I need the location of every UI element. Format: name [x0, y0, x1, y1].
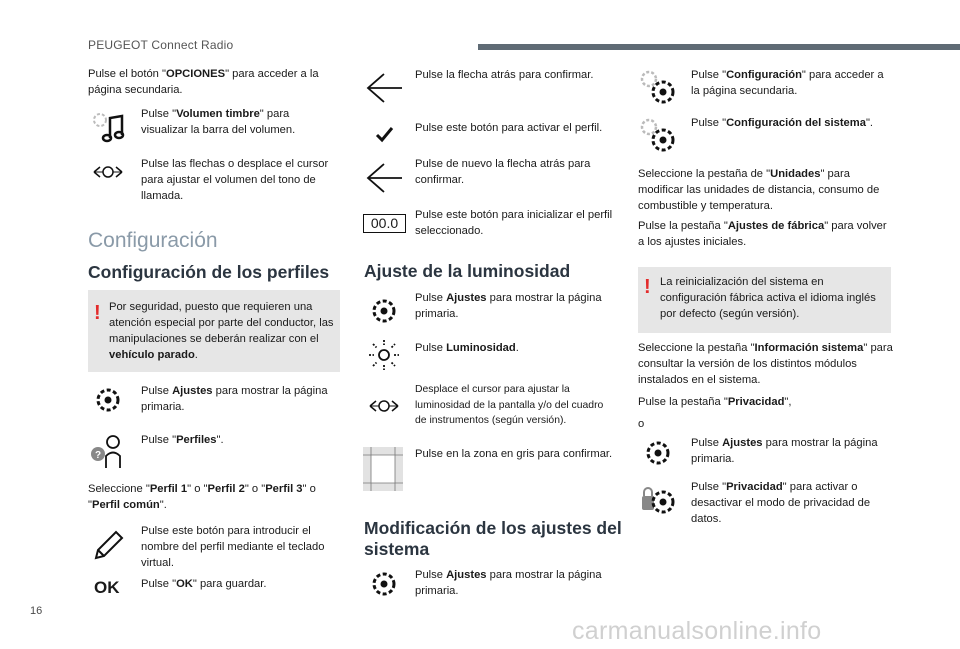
- brightness-icon: [364, 335, 404, 375]
- brightness-slider-text: Desplace el cursor para ajustar la luminosidad de la pantalla y/o del cuadro de instrumentos (según versión).: [415, 384, 604, 426]
- brightness-item-text: Pulse Luminosidad.: [415, 342, 519, 354]
- select-profile-paragraph: Seleccione "Perfil 1" o "Perfil 2" o "Perfil 3" o "Perfil común".: [88, 483, 316, 511]
- double-gear-icon: [638, 68, 678, 108]
- privacy-item-text: Pulse "Privacidad" para activar o desactivar el modo de privacidad de datos.: [691, 481, 871, 525]
- manual-header-title: PEUGEOT Connect Radio: [88, 38, 234, 52]
- factory-paragraph: Pulse la pestaña "Ajustes de fábrica" para volver a los ajustes iniciales.: [638, 220, 887, 248]
- privacy-lock-icon: [638, 480, 678, 520]
- profiles-item-text: Pulse "Perfiles".: [141, 434, 224, 446]
- units-paragraph: Seleccione la pestaña de "Unidades" para modificar las unidades de distancia, consumo de combustible y temperatura.: [638, 168, 880, 212]
- system-info-paragraph: Seleccione la pestaña "Información sistema" para consultar la versión de los distintos módulos instalados en el sistema.: [638, 342, 893, 386]
- back-arrow-icon: [364, 158, 404, 198]
- settings-gear-icon: [364, 564, 404, 604]
- settings-item-text: Pulse Ajustes para mostrar la página primaria.: [691, 437, 878, 465]
- pencil-icon: [88, 524, 128, 564]
- options-paragraph: Pulse el botón "OPCIONES" para acceder a la página secundaria.: [88, 68, 319, 96]
- edit-name-item-text: Pulse este botón para introducir el nombre del perfil mediante el teclado virtual.: [141, 525, 325, 569]
- warning-icon: !: [94, 302, 101, 324]
- ok-icon: OK: [94, 578, 120, 597]
- header-bar: [478, 44, 960, 50]
- ok-item-text: Pulse "OK" para guardar.: [141, 578, 267, 590]
- reset-profile-text: Pulse este botón para inicializar el perfil seleccionado.: [415, 209, 613, 237]
- watermark: carmanualsonline.info: [572, 617, 822, 645]
- safety-warning-text: Por seguridad, puesto que requieren una atención especial por parte del conductor, las manipulaciones se deberán realizar con el vehículo parado.: [109, 301, 334, 361]
- profiles-heading: Configuración de los perfiles: [88, 262, 330, 282]
- profile-person-icon: [88, 432, 128, 472]
- privacy-paragraph: Pulse la pestaña "Privacidad",: [638, 396, 792, 408]
- double-gear-icon: [638, 116, 678, 156]
- system-settings-heading: Modificación de los ajustes del sistema: [364, 518, 622, 559]
- safety-warning-box: [88, 290, 340, 372]
- settings-item-text: Pulse Ajustes para mostrar la página primaria.: [141, 385, 328, 413]
- factory-warning-text: La reinicialización del sistema en configuración fábrica activa el idioma inglés por defecto (según versión).: [660, 276, 876, 320]
- back-confirm-text: Pulse la flecha atrás para confirmar.: [415, 69, 594, 81]
- checkmark-icon: [364, 114, 404, 154]
- back-arrow-icon: [364, 68, 404, 108]
- configuration-item-text: Pulse "Configuración" para acceder a la página secundaria.: [691, 69, 884, 97]
- factory-warning-box: [638, 267, 891, 333]
- grey-zone-icon: [363, 447, 403, 491]
- brightness-heading: Ajuste de la luminosidad: [364, 261, 571, 281]
- or-text: o: [638, 418, 645, 430]
- settings-gear-icon: [88, 380, 128, 420]
- volume-item-text: Pulse "Volumen timbre" para visualizar la barra del volumen.: [141, 108, 296, 136]
- section-title: Configuración: [88, 229, 218, 252]
- system-config-item-text: Pulse "Configuración del sistema".: [691, 117, 874, 129]
- activate-profile-text: Pulse este botón para activar el perfil.: [415, 122, 603, 134]
- reset-icon: 00.0: [363, 214, 406, 233]
- settings-gear-icon: [364, 291, 404, 331]
- grey-zone-text: Pulse en la zona en gris para confirmar.: [415, 448, 613, 460]
- warning-icon: !: [644, 276, 651, 298]
- settings-item-text: Pulse Ajustes para mostrar la página primaria.: [415, 569, 602, 597]
- slider-icon: [88, 152, 128, 192]
- settings-gear-icon: [638, 433, 678, 473]
- slider-icon: [364, 386, 404, 426]
- settings-item-text: Pulse Ajustes para mostrar la página primaria.: [415, 292, 602, 320]
- page-number: 16: [30, 605, 43, 617]
- svg-text:?: ?: [94, 450, 102, 461]
- gear-music-icon: [88, 108, 128, 148]
- slider-item-text: Pulse las flechas o desplace el cursor para ajustar el volumen del tono de llamada.: [141, 158, 329, 202]
- back-again-text: Pulse de nuevo la flecha atrás para confirmar.: [415, 158, 591, 186]
